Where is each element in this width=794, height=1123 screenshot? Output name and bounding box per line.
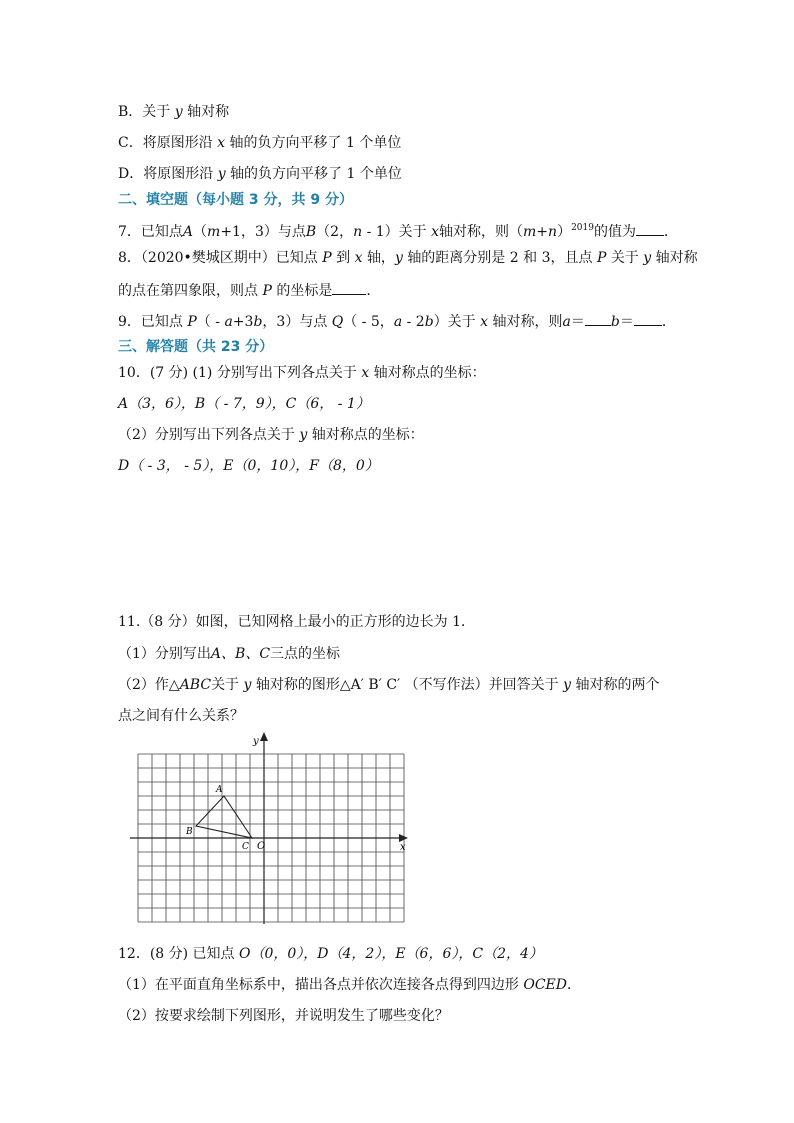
answer-blank-a bbox=[585, 311, 611, 326]
x-axis-label: x bbox=[400, 842, 406, 853]
y-axis-arrow bbox=[260, 732, 268, 741]
point-a-label: A bbox=[216, 785, 223, 795]
question-11-line-3: （2）作△ABC关于 y 轴对称的图形△A′ B′ C′ （不写作法）并回答关于 y 轴对称的两个 bbox=[118, 677, 660, 693]
question-11-line-4: 点之间有什么关系？ bbox=[118, 708, 244, 724]
question-10-line-3: （2）分别写出下列各点关于 y 轴对称点的坐标： bbox=[118, 427, 424, 443]
question-11-line-1: 11.（8 分）如图，已知网格上最小的正方形的边长为 1． bbox=[118, 614, 475, 630]
y-axis-label: y bbox=[253, 736, 259, 747]
x-axis-arrow bbox=[399, 834, 408, 842]
question-12-line-1: 12．(8 分) 已知点 O（0，0），D（4，2），E（6，6），C（2，4） bbox=[118, 946, 543, 962]
question-12-line-2: （1）在平面直角坐标系中，描出各点并依次连接各点得到四边形 OCED． bbox=[118, 977, 581, 993]
section-3-title: 三、解答题（共 23 分） bbox=[118, 339, 274, 355]
question-10-points-abc: A（3，6），B（ - 7，9），C（6， - 1） bbox=[118, 396, 370, 412]
question-10-line-1: 10．(7 分) (1) 分别写出下列各点关于 x 轴对称点的坐标： bbox=[118, 365, 486, 381]
question-12-line-3: （2）按要求绘制下列图形，并说明发生了哪些变化？ bbox=[118, 1008, 449, 1024]
question-9: 9．已知点 P（ - a+3b，3）与点 Q（ - 5，a - 2b）关于 x 轴对称，则a＝ b＝ ． bbox=[118, 311, 676, 332]
point-b-label: B bbox=[186, 827, 193, 837]
question-7: 7．已知点A（m+1，3）与点B（2，n - 1）关于 x轴对称，则$(m+n)^{2019}$的值为 ． bbox=[118, 223, 678, 240]
question-8-line-1: 8．（2020•樊城区期中）已知点 P 到 x 轴，y 轴的距离分别是 2 和 3，且点 P 关于 y 轴对称 bbox=[118, 250, 698, 266]
question-10-points-def: D（ - 3， - 5），E（0，10），F（8，0） bbox=[118, 458, 379, 474]
origin-label: O bbox=[257, 841, 266, 852]
option-d: D．将原图形沿 y 轴的负方向平移了 1 个单位 bbox=[118, 166, 402, 182]
answer-blank bbox=[332, 280, 366, 295]
coordinate-grid-figure bbox=[130, 728, 420, 942]
question-11-line-2: （1）分别写出A、B、C三点的坐标 bbox=[118, 646, 341, 662]
option-c: C．将原图形沿 x 轴的负方向平移了 1 个单位 bbox=[118, 135, 402, 151]
question-8-line-2: 的点在第四象限，则点 P 的坐标是 ． bbox=[118, 280, 380, 301]
section-2-title: 二、填空题（每小题 3 分，共 9 分） bbox=[118, 192, 353, 208]
option-b: B．关于 y 轴对称 bbox=[118, 104, 230, 120]
answer-blank bbox=[636, 221, 664, 236]
point-c-label: C bbox=[242, 842, 249, 852]
coordinate-grid bbox=[130, 728, 420, 938]
answer-blank-b bbox=[634, 311, 662, 326]
triangle-abc bbox=[196, 796, 252, 838]
